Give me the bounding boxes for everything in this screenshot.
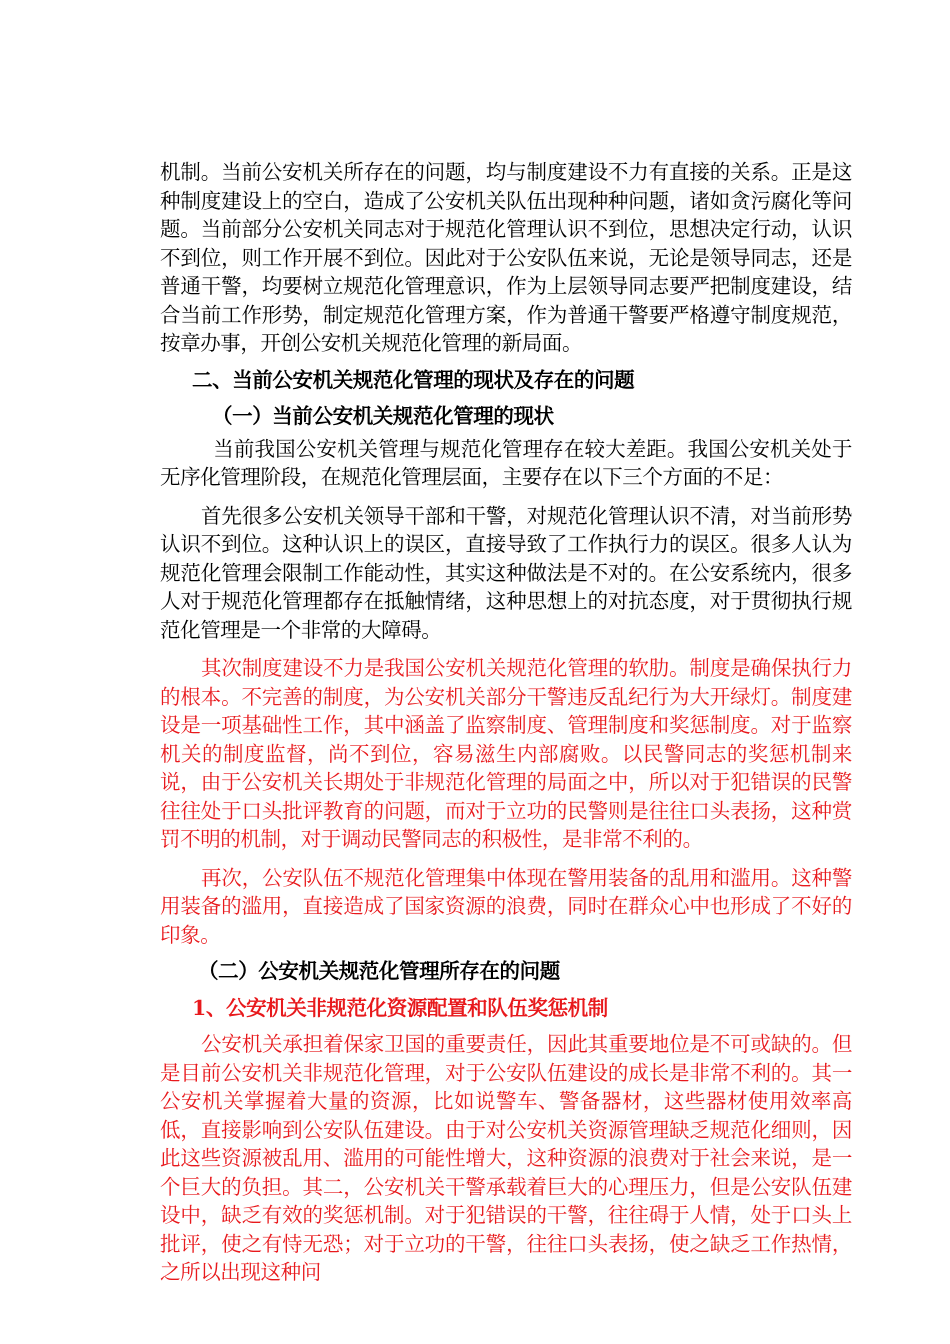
item-heading-resources: 1、公安机关非规范化资源配置和队伍奖惩机制	[192, 995, 608, 1020]
paragraph-last: 公安机关承担着保家卫国的重要责任，因此其重要地位是不可或缺的。但是目前公安机关非规范化管理，对于公安队伍建设的成长是非常不利的。其一公安机关掌握着大量的资源，比如说警车、警备器材，这些器材使用效率高低，直接影响到公安队伍建设。由于对公安机关资源管理缺乏规范化细则，因此这些资源被乱用、滥用的可能性增大，这种资源的浪费对于社会来说，是一个巨大的负担。其二，公安机关干警承载着巨大的心理压力，但是公安队伍建设中，缺乏有效的奖惩机制。对于犯错误的干警，往往碍于人情，处于口头上批评，使之有恃无恐；对于立功的干警，往往口头表扬，使之缺乏工作热情，之所以出现这种问	[160, 1032, 852, 1284]
paragraph-first: 首先很多公安机关领导干部和干警，对规范化管理认识不清，对当前形势认识不到位。这种认识上的误区，直接导致了工作执行力的误区。很多人认为规范化管理会限制工作能动性，其实这种做法是不对的。在公安系统内，很多人对于规范化管理都存在抵触情绪，这种思想上的对抗态度，对于贯彻执行规范化管理是一个非常的大障碍。	[160, 503, 852, 642]
subsection-heading-problems: （二）公安机关规范化管理所存在的问题	[198, 959, 560, 983]
document-page	[160, 158, 852, 1287]
section-heading-current-status: 二、当前公安机关规范化管理的现状及存在的问题	[192, 367, 635, 392]
paragraph-continuation: 机制。当前公安机关所存在的问题，均与制度建设不力有直接的关系。正是这种制度建设上的空白，造成了公安机关队伍出现种种问题，诸如贪污腐化等问题。当前部分公安机关同志对于规范化管理认识不到位，思想决定行动，认识不到位，则工作开展不到位。因此对于公安队伍来说，无论是领导同志，还是普通干警，均要树立规范化管理意识，作为上层领导同志要严把制度建设，结合当前工作形势，制定规范化管理方案，作为普通干警要严格遵守制度规范，按章办事，开创公安机关规范化管理的新局面。	[160, 160, 852, 355]
paragraph-intro: 当前我国公安机关管理与规范化管理存在较大差距。我国公安机关处于无序化管理阶段，在规范化管理层面，主要存在以下三个方面的不足：	[160, 436, 852, 489]
paragraph-second: 其次制度建设不力是我国公安机关规范化管理的软肋。制度是确保执行力的根本。不完善的制度，为公安机关部分干警违反乱纪行为大开绿灯。制度建设是一项基础性工作，其中涵盖了监察制度、管理制度和奖惩制度。对于监察机关的制度监督，尚不到位，容易滋生内部腐败。以民警同志的奖惩机制来说，由于公安机关长期处于非规范化管理的局面之中，所以对于犯错误的民警往往处于口头批评教育的问题，而对于立功的民警则是往往口头表扬，这种赏罚不明的机制，对于调动民警同志的积极性，是非常不利的。	[160, 656, 852, 851]
paragraph-third: 再次，公安队伍不规范化管理集中体现在警用装备的乱用和滥用。这种警用装备的滥用，直接造成了国家资源的浪费，同时在群众心中也形成了不好的印象。	[160, 865, 852, 947]
subsection-heading-status: （一）当前公安机关规范化管理的现状	[212, 404, 554, 428]
